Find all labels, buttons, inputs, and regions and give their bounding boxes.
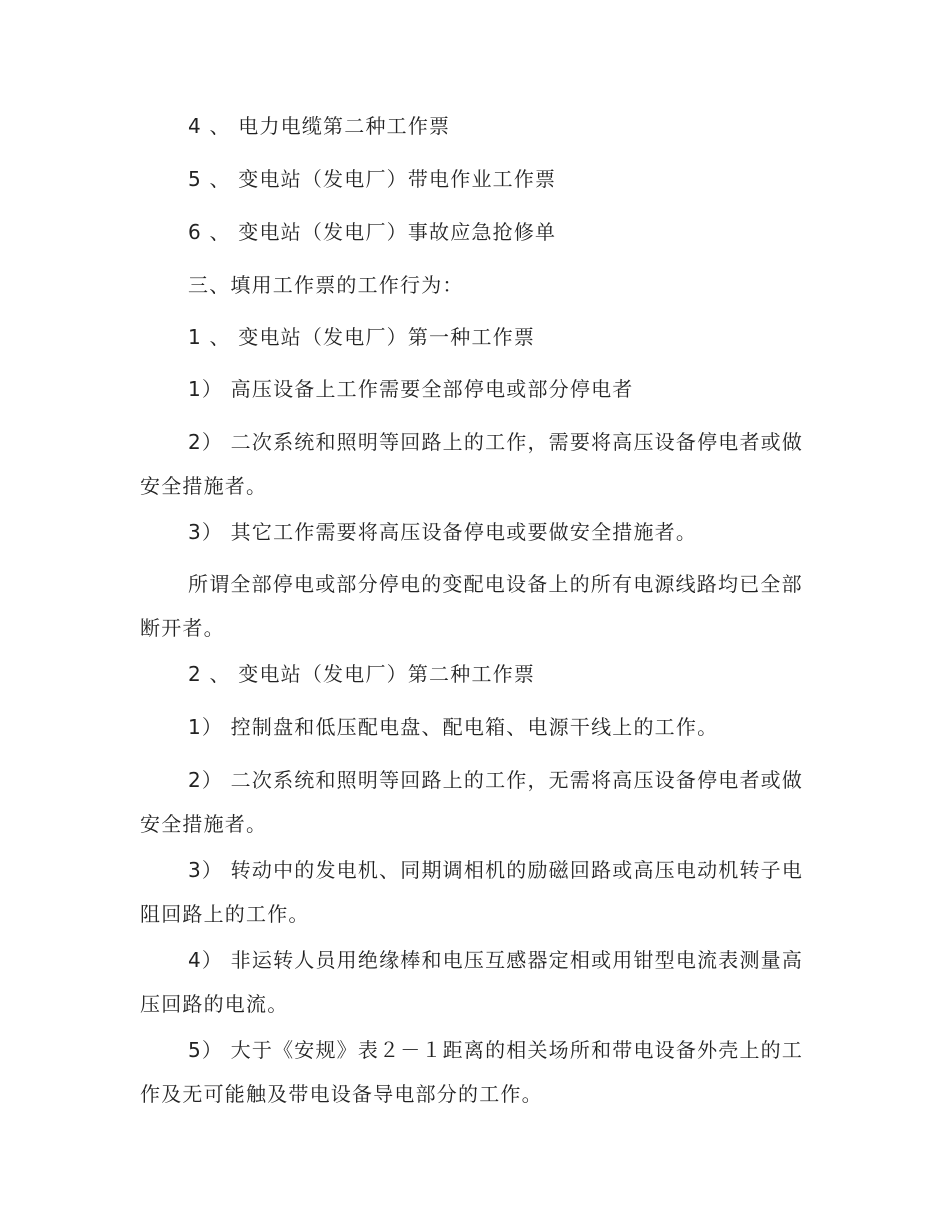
paragraph-ticket-2-item-1: 1） 控制盘和低压配电盘、配电箱、电源干线上的工作。 xyxy=(188,715,719,739)
paragraph-ticket-2-item-5: 5） 大于《安规》表２－１距离的相关场所和带电设备外壳上的工作及无可能触及带电设备导电部分的工作。 xyxy=(140,1038,804,1106)
paragraph-item-5: 5 、 变电站（发电厂）带电作业工作票 xyxy=(188,167,557,191)
paragraph-item-4: 4 、 电力电缆第二种工作票 xyxy=(188,114,451,138)
paragraph-note: 所谓全部停电或部分停电的变配电设备上的所有电源线路均已全部断开者。 xyxy=(140,572,803,640)
paragraph-ticket-1: 1 、 变电站（发电厂）第一种工作票 xyxy=(188,325,536,349)
paragraph-ticket-1-item-1: 1） 高压设备上工作需要全部停电或部分停电者 xyxy=(188,377,634,401)
paragraph-ticket-2-item-4: 4） 非运转人员用绝缘棒和电压互感器定相或用钳型电流表测量高压回路的电流。 xyxy=(140,948,804,1016)
paragraph-ticket-2-item-2: 2） 二次系统和照明等回路上的工作，无需将高压设备停电者或做安全措施者。 xyxy=(140,768,804,836)
paragraph-ticket-2-item-3: 3） 转动中的发电机、同期调相机的励磁回路或高压电动机转子电阻回路上的工作。 xyxy=(140,858,804,926)
section-heading-3: 三、填用工作票的工作行为： xyxy=(188,273,464,297)
paragraph-ticket-1-item-3: 3） 其它工作需要将高压设备停电或要做安全措施者。 xyxy=(188,520,698,544)
paragraph-ticket-2: 2 、 变电站（发电厂）第二种工作票 xyxy=(188,662,536,686)
paragraph-item-6: 6 、 变电站（发电厂）事故应急抢修单 xyxy=(188,220,557,244)
paragraph-ticket-1-item-2: 2） 二次系统和照明等回路上的工作，需要将高压设备停电者或做安全措施者。 xyxy=(140,430,804,498)
